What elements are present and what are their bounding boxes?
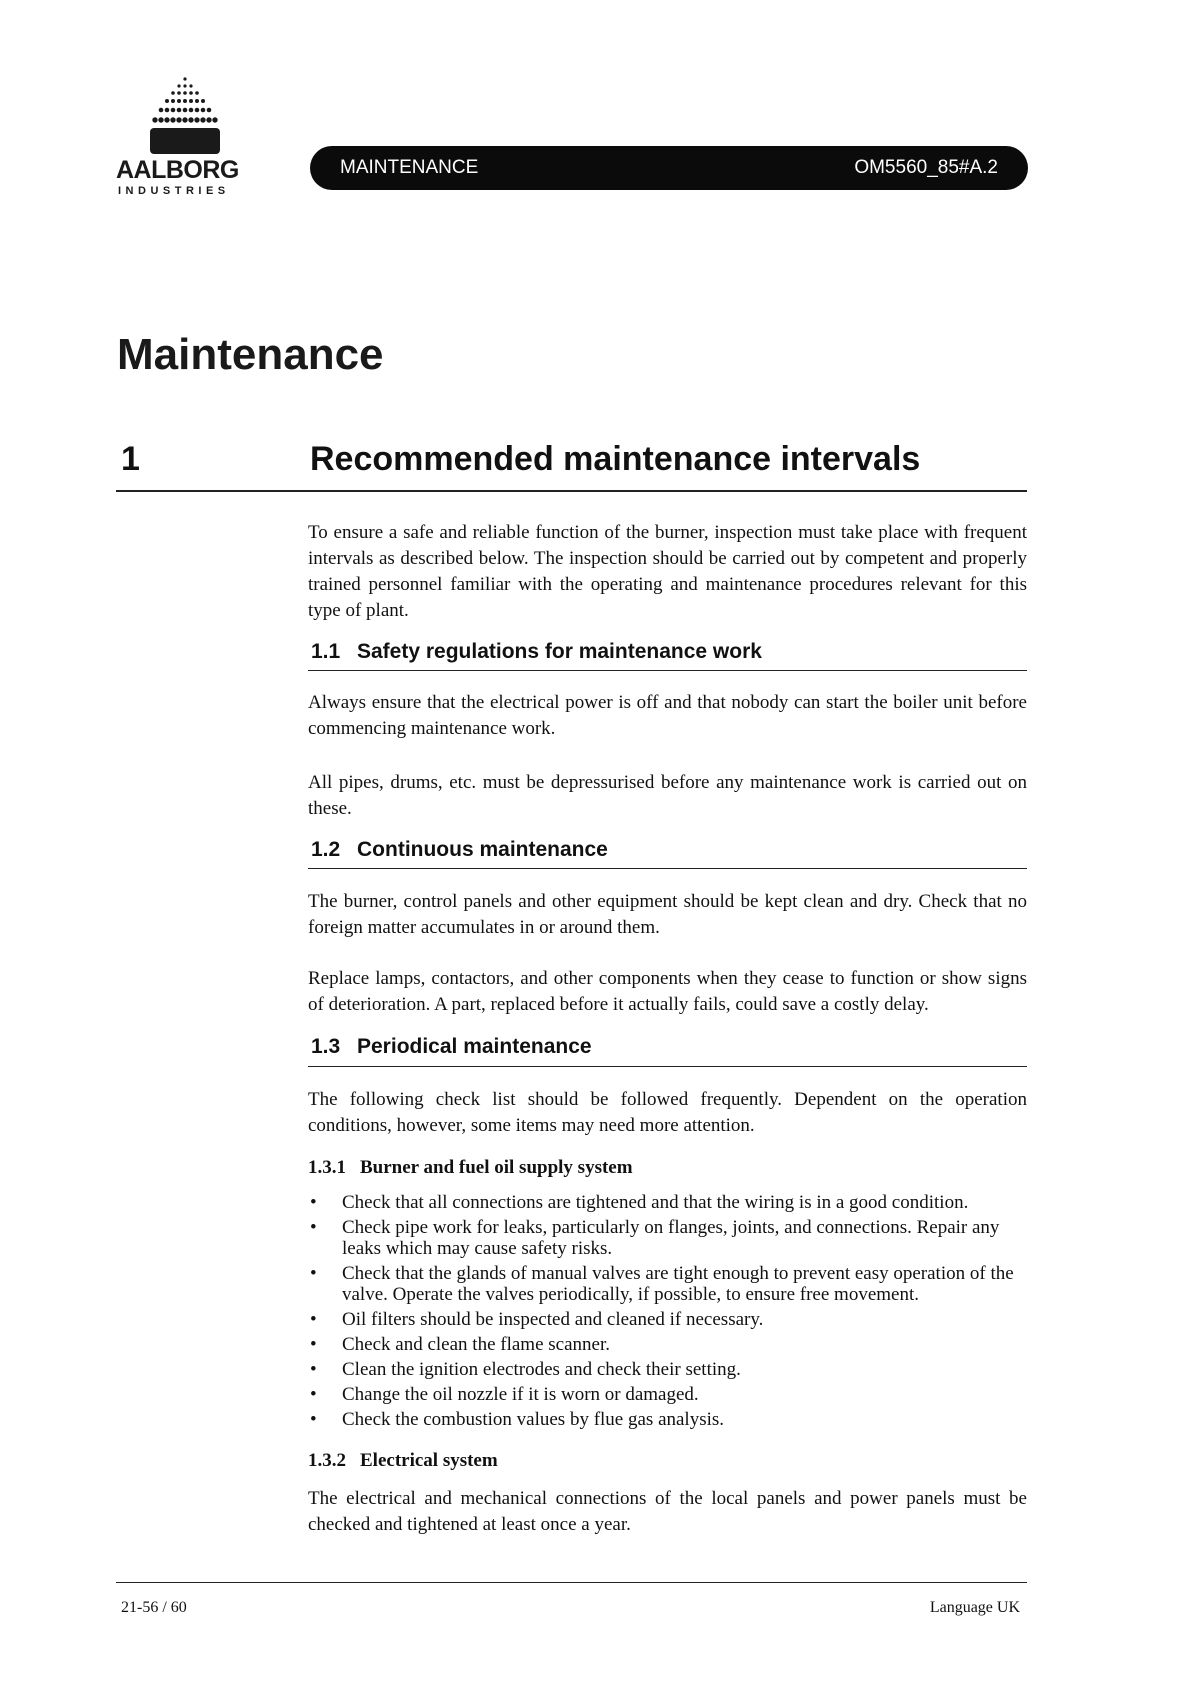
page-number: 21-56 / 60	[121, 1599, 187, 1616]
bullet-icon: •	[310, 1192, 317, 1213]
list-item: • Clean the ignition electrodes and check their setting.	[310, 1359, 741, 1380]
subsection-number: 1.1	[311, 640, 341, 663]
intro-paragraph: To ensure a safe and reliable function of the burner, inspection must take place with frequent intervals as described below. The inspection should be carried out by competent and properly trained personnel familiar with the operating and maintenance procedures relevant for this type of plant.	[308, 522, 1027, 621]
bullet-icon: •	[310, 1384, 317, 1405]
subsection-1-3-1-heading	[308, 1157, 633, 1179]
section-title: Recommended maintenance intervals	[310, 440, 921, 478]
safety-paragraph-1: Always ensure that the electrical power is off and that nobody can start the boiler unit before commencing maintenance work.	[308, 692, 1027, 739]
periodical-paragraph: The following check list should be followed frequently. Dependent on the operation conditions, however, some items may need more attention.	[308, 1089, 1027, 1136]
list-item: • Oil filters should be inspected and cleaned if necessary.	[310, 1309, 764, 1330]
list-item: • Change the oil nozzle if it is worn or damaged.	[310, 1384, 699, 1405]
list-item: • Check that the glands of manual valves are tight enough to prevent easy operation of the valve. Operate the valves periodically, if possible, to ensure free movement.	[310, 1263, 1014, 1305]
header-bar	[310, 146, 1028, 190]
subsection-title: Periodical maintenance	[357, 1035, 592, 1058]
footer-rule	[116, 1582, 1027, 1583]
logo-dots-icon	[130, 76, 240, 156]
bullet-icon: •	[310, 1263, 317, 1284]
subsection-rule	[308, 868, 1027, 869]
burner-checklist	[308, 1192, 1028, 1434]
continuous-paragraph-1: The burner, control panels and other equipment should be kept clean and dry. Check that no foreign matter accumulates in or around them.	[308, 891, 1027, 938]
header-section-label: MAINTENANCE	[340, 157, 479, 178]
subsubsection-number: 1.3.2	[308, 1450, 346, 1471]
subsection-1-3-2-heading	[308, 1450, 498, 1472]
bullet-icon: •	[310, 1334, 317, 1355]
logo-subtitle: INDUSTRIES	[118, 185, 230, 197]
section-number: 1	[121, 440, 140, 478]
subsubsection-number: 1.3.1	[308, 1157, 346, 1178]
subsection-number: 1.3	[311, 1035, 341, 1058]
bullet-icon: •	[310, 1309, 317, 1330]
safety-paragraph-2: All pipes, drums, etc. must be depressurised before any maintenance work is carried out on these.	[308, 772, 1027, 819]
page-title: Maintenance	[117, 330, 384, 379]
subsection-rule	[308, 670, 1027, 671]
list-item: • Check the combustion values by flue gas analysis.	[310, 1409, 725, 1430]
logo-name: AALBORG	[116, 156, 239, 184]
subsubsection-title: Burner and fuel oil supply system	[360, 1157, 633, 1178]
subsubsection-title: Electrical system	[360, 1450, 498, 1471]
electrical-paragraph: The electrical and mechanical connections of the local panels and power panels must be checked and tightened at least once a year.	[308, 1488, 1027, 1535]
list-item: • Check and clean the flame scanner.	[310, 1334, 610, 1355]
header-document-code: OM5560_85#A.2	[854, 157, 998, 178]
list-item: • Check that all connections are tightened and that the wiring is in a good condition.	[310, 1192, 969, 1213]
subsection-1-3-heading	[311, 1035, 592, 1059]
bullet-icon: •	[310, 1409, 317, 1430]
subsection-rule	[308, 1066, 1027, 1067]
list-item: • Check pipe work for leaks, particularly on flanges, joints, and connections. Repair any leaks which may cause safety risks.	[310, 1217, 1000, 1259]
subsection-title: Safety regulations for maintenance work	[357, 640, 762, 663]
bullet-icon: •	[310, 1217, 317, 1238]
continuous-paragraph-2: Replace lamps, contactors, and other components when they cease to function or show signs of deterioration. A part, replaced before it actually fails, could save a costly delay.	[308, 968, 1027, 1015]
section-rule	[116, 490, 1027, 492]
language-label: Language UK	[929, 1599, 1020, 1616]
subsection-title: Continuous maintenance	[357, 838, 608, 861]
company-logo	[116, 76, 256, 196]
subsection-number: 1.2	[311, 838, 341, 861]
subsection-1-1-heading	[311, 640, 762, 664]
subsection-1-2-heading	[311, 838, 608, 862]
bullet-icon: •	[310, 1359, 317, 1380]
